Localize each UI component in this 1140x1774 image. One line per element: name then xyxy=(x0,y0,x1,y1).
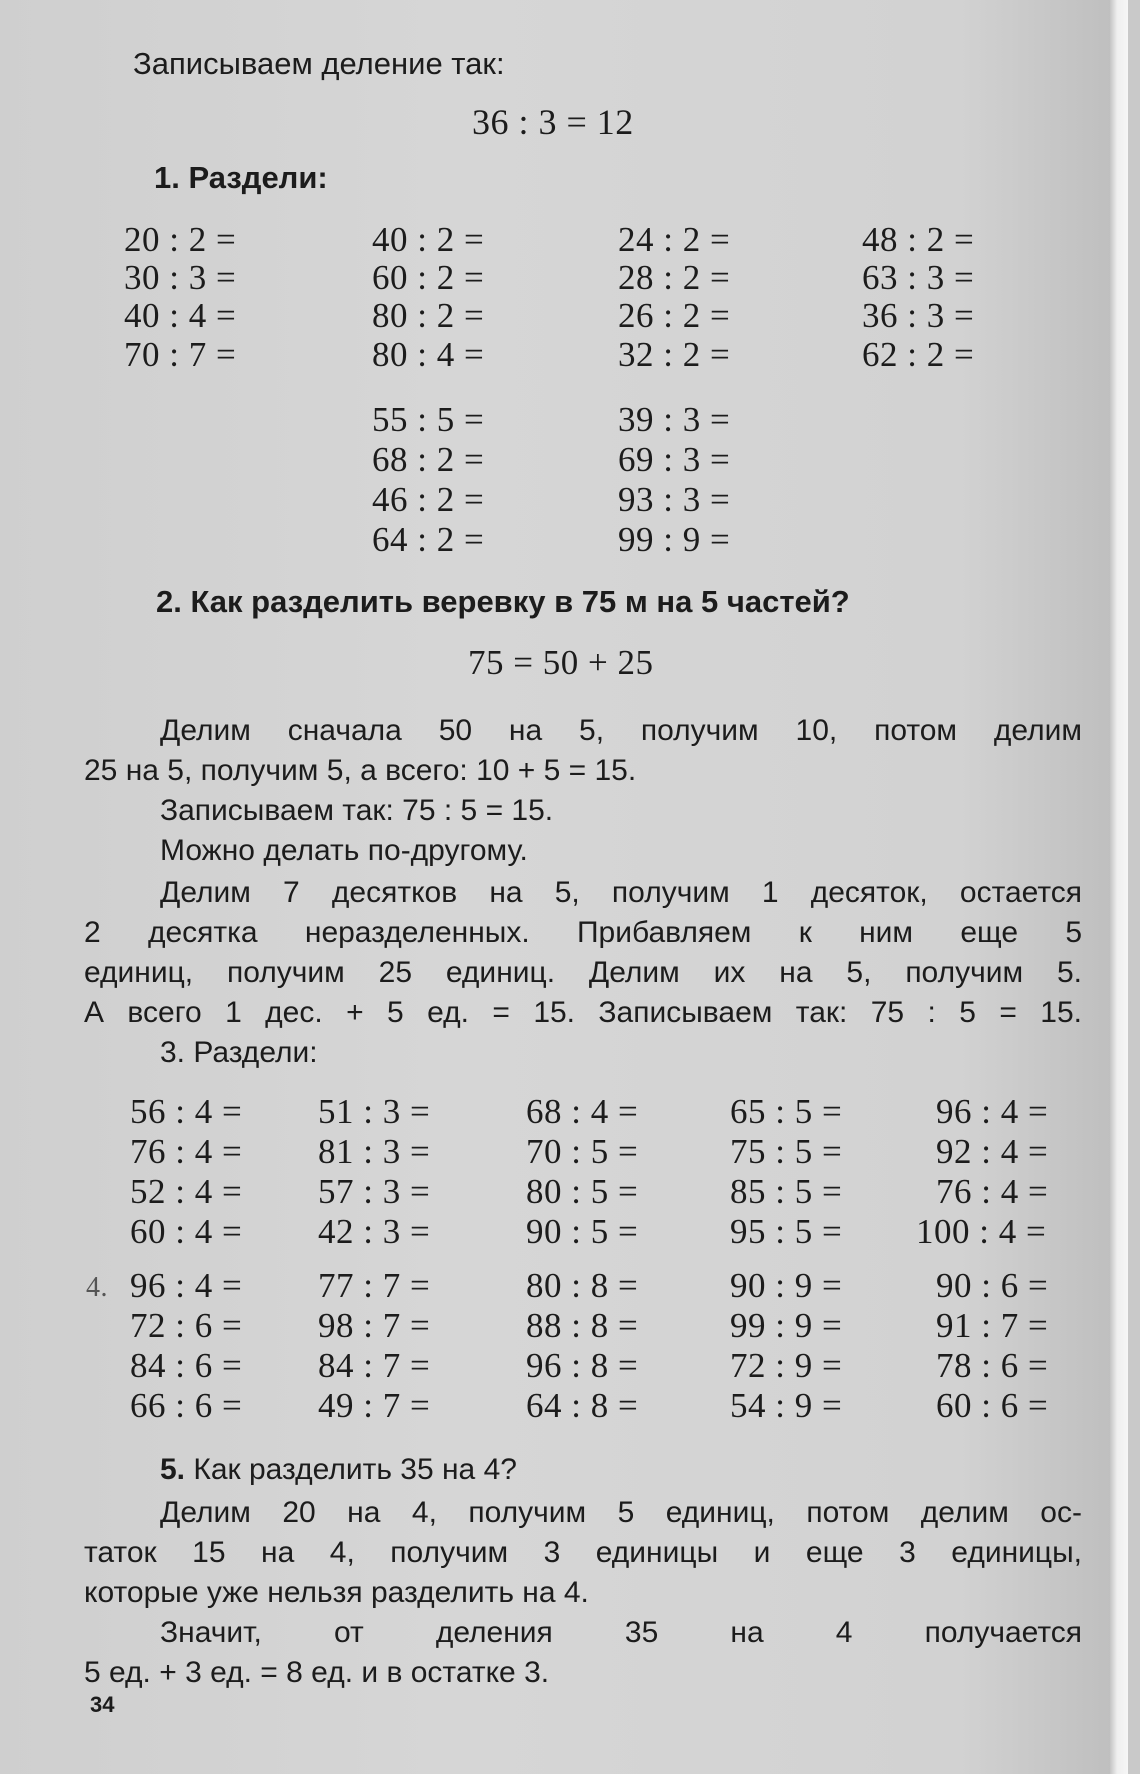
equation: 30 : 3 = xyxy=(124,258,237,297)
ex5-heading xyxy=(160,1450,517,1490)
equation: 90 : 5 = xyxy=(526,1212,639,1251)
page-edge xyxy=(1110,0,1128,1774)
equation: 40 : 4 = xyxy=(124,296,237,335)
text-line: Делим 20 на 4, получим 5 единиц, потом делим ос- xyxy=(160,1496,1082,1529)
equation: 84 : 6 = xyxy=(130,1346,243,1385)
ex5-number: 5. xyxy=(160,1453,186,1486)
text-line: Значит, от деления 35 на 4 получается xyxy=(160,1616,1082,1649)
equation: 66 : 6 = xyxy=(130,1386,243,1425)
equation: 20 : 2 = xyxy=(124,220,237,259)
text-line: таток 15 на 4, получим 3 единицы и еще 3 единицы, xyxy=(84,1536,1082,1569)
equation: 95 : 5 = xyxy=(730,1212,843,1251)
equation: 63 : 3 = xyxy=(862,258,975,297)
equation: 96 : 4 = xyxy=(936,1092,1049,1131)
equation: 96 : 4 = xyxy=(130,1266,243,1305)
equation: 100 : 4 = xyxy=(916,1212,1047,1251)
equation: 81 : 3 = xyxy=(318,1132,431,1171)
equation: 85 : 5 = xyxy=(730,1172,843,1211)
equation: 60 : 4 = xyxy=(130,1212,243,1251)
equation: 56 : 4 = xyxy=(130,1092,243,1131)
text-line: единиц, получим 25 единиц. Делим их на 5, получим 5. xyxy=(84,956,1082,989)
equation: 77 : 7 = xyxy=(318,1266,431,1305)
equation: 46 : 2 = xyxy=(372,480,485,519)
page-number: 34 xyxy=(90,1692,115,1717)
equation: 36 : 3 = xyxy=(862,296,975,335)
equation: 80 : 4 = xyxy=(372,335,485,374)
equation: 42 : 3 = xyxy=(318,1212,431,1251)
equation: 96 : 8 = xyxy=(526,1346,639,1385)
equation: 70 : 5 = xyxy=(526,1132,639,1171)
equation: 80 : 2 = xyxy=(372,296,485,335)
equation: 49 : 7 = xyxy=(318,1386,431,1425)
text-line: Можно делать по-другому. xyxy=(160,834,528,867)
equation: 68 : 2 = xyxy=(372,440,485,479)
equation: 98 : 7 = xyxy=(318,1306,431,1345)
equation: 88 : 8 = xyxy=(526,1306,639,1345)
equation: 55 : 5 = xyxy=(372,400,485,439)
equation: 76 : 4 = xyxy=(130,1132,243,1171)
equation: 75 : 5 = xyxy=(730,1132,843,1171)
equation: 99 : 9 = xyxy=(730,1306,843,1345)
intro-equation: 36 : 3 = 12 xyxy=(472,102,634,142)
text-line: 25 на 5, получим 5, а всего: 10 + 5 = 15. xyxy=(84,754,637,787)
equation: 80 : 8 = xyxy=(526,1266,639,1305)
text-line: 5 ед. + 3 ед. = 8 ед. и в остатке 3. xyxy=(84,1656,550,1689)
equation: 93 : 3 = xyxy=(618,480,731,519)
text-line: А всего 1 дес. + 5 ед. = 15. Записываем так: 75 : 5 = 15. xyxy=(84,996,1082,1029)
equation: 72 : 6 = xyxy=(130,1306,243,1345)
equation: 91 : 7 = xyxy=(936,1306,1049,1345)
equation: 28 : 2 = xyxy=(618,258,731,297)
ex2-equation: 75 = 50 + 25 xyxy=(468,643,654,682)
equation: 92 : 4 = xyxy=(936,1132,1049,1171)
text-line: 2 десятка неразделенных. Прибавляем к ним еще 5 xyxy=(84,916,1082,949)
equation: 80 : 5 = xyxy=(526,1172,639,1211)
ex4-number: 4. xyxy=(86,1272,108,1303)
equation: 48 : 2 = xyxy=(862,220,975,259)
equation: 65 : 5 = xyxy=(730,1092,843,1131)
text-line: Записываем так: 75 : 5 = 15. xyxy=(160,794,554,827)
equation: 32 : 2 = xyxy=(618,335,731,374)
equation: 78 : 6 = xyxy=(936,1346,1049,1385)
equation: 64 : 8 = xyxy=(526,1386,639,1425)
text-line: которые уже нельзя разделить на 4. xyxy=(84,1576,589,1609)
equation: 76 : 4 = xyxy=(936,1172,1049,1211)
equation: 40 : 2 = xyxy=(372,220,485,259)
equation: 52 : 4 = xyxy=(130,1172,243,1211)
equation: 57 : 3 = xyxy=(318,1172,431,1211)
equation: 64 : 2 = xyxy=(372,520,485,559)
intro-text: Записываем деление так: xyxy=(133,46,505,81)
equation: 39 : 3 = xyxy=(618,400,731,439)
equation: 72 : 9 = xyxy=(730,1346,843,1385)
equation: 60 : 2 = xyxy=(372,258,485,297)
text-line: Делим 7 десятков на 5, получим 1 десяток, остается xyxy=(160,876,1082,909)
equation: 62 : 2 = xyxy=(862,335,975,374)
ex2-title: 2. Как разделить веревку в 75 м на 5 частей? xyxy=(156,584,850,619)
equation: 60 : 6 = xyxy=(936,1386,1049,1425)
text-line: Делим сначала 50 на 5, получим 10, потом делим xyxy=(160,714,1082,747)
ex3-title: 3. Раздели: xyxy=(160,1036,318,1069)
equation: 90 : 9 = xyxy=(730,1266,843,1305)
equation: 99 : 9 = xyxy=(618,520,731,559)
equation: 84 : 7 = xyxy=(318,1346,431,1385)
equation: 51 : 3 = xyxy=(318,1092,431,1131)
equation: 69 : 3 = xyxy=(618,440,731,479)
equation: 54 : 9 = xyxy=(730,1386,843,1425)
equation: 70 : 7 = xyxy=(124,335,237,374)
equation: 26 : 2 = xyxy=(618,296,731,335)
ex5-title: Как разделить 35 на 4? xyxy=(193,1453,517,1486)
equation: 68 : 4 = xyxy=(526,1092,639,1131)
ex1-title: 1. Раздели: xyxy=(154,160,328,195)
equation: 90 : 6 = xyxy=(936,1266,1049,1305)
equation: 24 : 2 = xyxy=(618,220,731,259)
